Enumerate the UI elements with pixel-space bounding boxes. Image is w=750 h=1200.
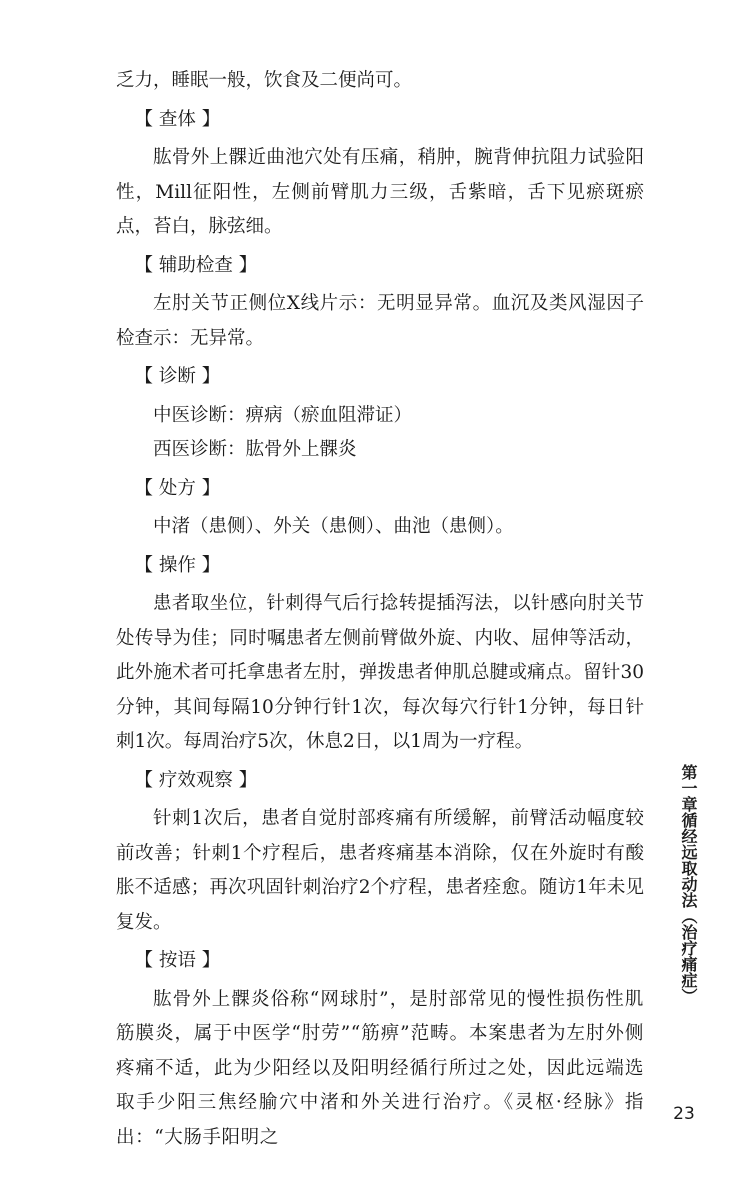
paragraph-effect: 针刺1次后，患者自觉肘部疼痛有所缓解，前臂活动幅度较前改善；针刺1个疗程后，患者疼痛基本消除，仅在外旋时有酸胀不适感；再次巩固针刺治疗2个疗程，患者痊愈。随访1年未见复发。	[116, 808, 644, 933]
commentary-block	[116, 983, 644, 1156]
paragraph-commentary: 肱骨外上髁炎俗称“网球肘”，是肘部常见的慢性损伤性肌筋膜炎，属于中医学“肘劳”“筋痹”范畴。本案患者为左肘外侧疼痛不适，此为少阳经以及阳明经循行所过之处，因此远端选取手少阳三焦经腧穴中渚和外关进行治疗。《灵枢·经脉》指出：“大肠手阳明之	[116, 988, 644, 1148]
heading-auxiliary: 【 辅助检查 】	[134, 254, 258, 276]
heading-exam: 【 查体 】	[134, 108, 221, 130]
paragraph-auxiliary: 左肘关节正侧位X线片示：无明显异常。血沉及类风湿因子检查示：无异常。	[116, 293, 644, 349]
heading-diagnosis: 【 诊断 】	[134, 366, 221, 387]
diagnosis-tcm: 中医诊断：痹病（瘀血阻滞证）	[153, 404, 413, 426]
page-number: 23	[673, 1104, 695, 1124]
diagnosis-western: 西医诊断：肱骨外上髁炎	[153, 439, 357, 460]
paragraph-continued: 乏力，睡眠一般，饮食及二便尚可。	[116, 70, 413, 91]
paragraph-exam: 肱骨外上髁近曲池穴处有压痛，稍肿，腕背伸抗阻力试验阳性，Mill征阳性，左侧前臂肌力三级，舌紫暗，舌下见瘀斑瘀点，苔白，脉弦细。	[116, 147, 644, 237]
paragraph-operation: 患者取坐位，针刺得气后行捻转提插泻法，以针感向肘关节处传导为佳；同时嘱患者左侧前臂做外旋、内收、屈伸等活动，此外施术者可托拿患者左肘，弹拨患者伸肌总腱或痛点。留针30分钟，其间每隔10分钟行针1次，每次每穴行针1分钟，每日针刺1次。每周治疗5次，休息2日，以1周为一疗程。	[116, 593, 644, 752]
heading-prescription: 【 处方 】	[134, 477, 221, 499]
paragraph-prescription: 中渚（患侧）、外关（患侧）、曲池（患侧）。	[153, 516, 514, 537]
chapter-side-tab	[674, 764, 698, 1004]
heading-operation: 【 操作 】	[134, 554, 221, 576]
chapter-number: 第一章	[679, 764, 698, 812]
heading-commentary: 【 按语 】	[134, 950, 221, 971]
chapter-title: 循经远取动法（治疗痛症）	[679, 812, 698, 1004]
page-body	[116, 64, 644, 1155]
heading-effect: 【 疗效观察 】	[134, 769, 258, 791]
